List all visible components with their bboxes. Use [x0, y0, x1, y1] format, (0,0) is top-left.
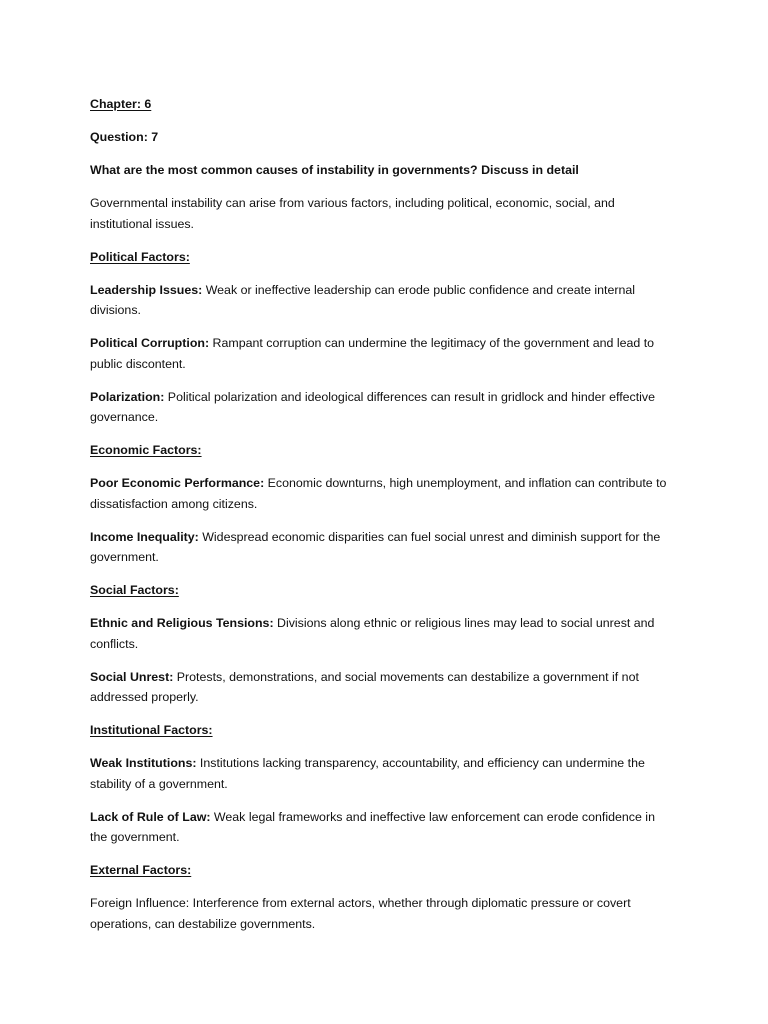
- list-item: [90, 473, 690, 514]
- list-item: [90, 387, 690, 428]
- section-heading-economic: Economic Factors:: [90, 443, 202, 457]
- list-item: [90, 613, 690, 654]
- item-term: Weak Institutions:: [90, 756, 197, 770]
- item-text: addressed properly.: [90, 690, 199, 704]
- item-term: Income Inequality:: [90, 529, 199, 544]
- intro-line: institutional issues.: [90, 216, 194, 231]
- item-text: Weak or ineffective leadership can erode public confidence and create internal: [202, 282, 636, 297]
- section-heading-political: Political Factors:: [90, 249, 190, 264]
- list-item: [90, 753, 690, 794]
- item-text: Divisions along ethnic or religious lines may lead to social unrest and: [273, 616, 655, 630]
- item-text: government.: [90, 550, 159, 564]
- item-text: divisions.: [90, 303, 141, 317]
- item-text: stability of a government.: [90, 776, 228, 791]
- item-term: Polarization:: [90, 389, 165, 404]
- item-term: Political Corruption:: [90, 336, 210, 350]
- list-item: [90, 280, 690, 321]
- item-text: Institutions lacking transparency, accountability, and efficiency can undermine the: [196, 756, 645, 770]
- section-heading-institutional: Institutional Factors:: [90, 723, 213, 737]
- list-item: [90, 893, 690, 934]
- list-item: [90, 333, 690, 374]
- section-heading-social: Social Factors:: [90, 583, 179, 597]
- item-text: governance.: [90, 410, 159, 424]
- item-text: the government.: [90, 830, 180, 844]
- item-text: Economic downturns, high unemployment, and inflation can contribute to: [264, 476, 667, 490]
- item-term: Leadership Issues:: [90, 282, 203, 297]
- item-text: Widespread economic disparities can fuel social unrest and diminish support for the: [198, 529, 661, 544]
- item-text: conflicts.: [90, 636, 139, 651]
- chapter-heading: Chapter: 6: [90, 97, 152, 111]
- item-text: operations, can destabilize governments.: [90, 916, 316, 931]
- item-text: Rampant corruption can undermine the legitimacy of the government and lead to: [209, 336, 655, 350]
- question-prompt: What are the most common causes of instability in governments? Discuss in detail: [90, 163, 579, 177]
- list-item: [90, 527, 690, 568]
- document-body: [90, 94, 690, 947]
- list-item: [90, 807, 690, 848]
- item-text: Foreign Influence: Interference from external actors, whether through diplomatic pressure or covert: [90, 896, 631, 910]
- section-heading-external: External Factors:: [90, 863, 192, 877]
- item-text: Political polarization and ideological differences can result in gridlock and hinder effective: [164, 389, 655, 404]
- list-item: [90, 667, 690, 708]
- item-term: Lack of Rule of Law:: [90, 809, 211, 824]
- intro-paragraph: [90, 193, 690, 234]
- item-term: Social Unrest:: [90, 669, 174, 684]
- item-term: Poor Economic Performance:: [90, 476, 265, 490]
- item-text: Weak legal frameworks and ineffective law enforcement can erode confidence in: [210, 809, 655, 824]
- item-text: dissatisfaction among citizens.: [90, 496, 258, 511]
- question-heading: Question: 7: [90, 130, 159, 144]
- item-term: Ethnic and Religious Tensions:: [90, 616, 274, 630]
- intro-line: Governmental instability can arise from various factors, including political, economic, social, and: [90, 196, 615, 210]
- item-text: Protests, demonstrations, and social movements can destabilize a government if not: [173, 669, 639, 684]
- item-text: public discontent.: [90, 356, 186, 371]
